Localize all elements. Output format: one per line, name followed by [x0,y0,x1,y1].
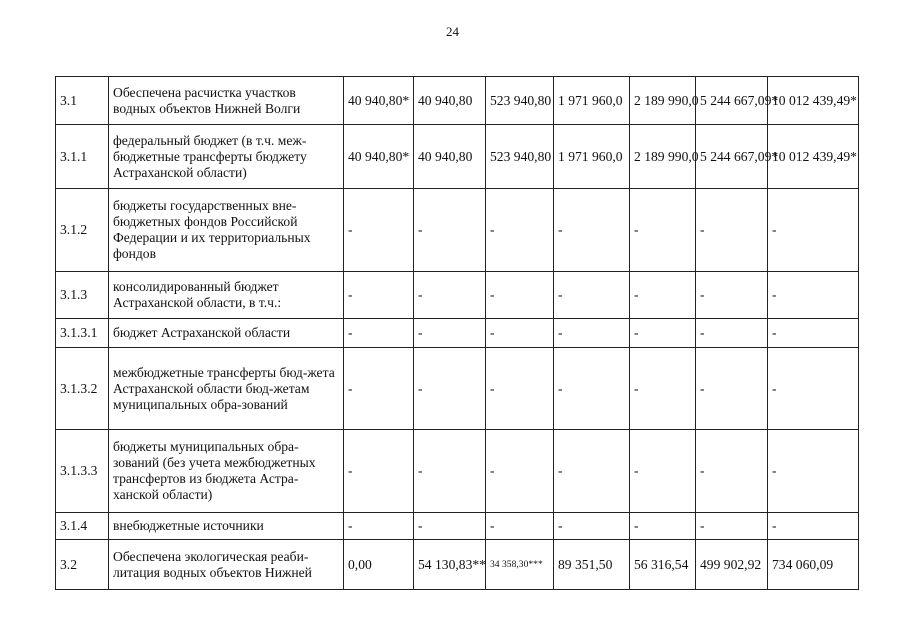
row-value-cell: - [768,348,859,430]
table-row [56,77,859,125]
row-value-cell: - [414,348,486,430]
row-value-cell: 40 940,80 [414,125,486,189]
row-value-cell: - [554,348,630,430]
row-value-cell: - [344,272,414,319]
row-value-cell: - [630,430,696,513]
row-value-cell: - [696,272,768,319]
row-value-cell: - [554,319,630,348]
row-value-cell: 1 971 960,0 [554,125,630,189]
row-code-cell: 3.2 [56,540,109,590]
row-value-cell: - [486,189,554,272]
row-value-cell: - [630,319,696,348]
row-value-cell: - [768,272,859,319]
row-value-cell: 89 351,50 [554,540,630,590]
row-value-cell: - [414,319,486,348]
row-value-cell: - [696,348,768,430]
page-number: 24 [446,24,459,39]
table-row [56,513,859,540]
row-value-cell: - [696,513,768,540]
row-value-cell: - [414,272,486,319]
row-value-cell: - [768,513,859,540]
row-value-cell: - [554,430,630,513]
row-value-cell: 0,00 [344,540,414,590]
row-value-cell: 5 244 667,09* [696,125,768,189]
row-code-cell: 3.1.1 [56,125,109,189]
row-value-cell: - [344,319,414,348]
row-value-cell: 34 358,30*** [486,540,554,590]
row-value-cell: 54 130,83** [414,540,486,590]
row-code-cell: 3.1.3.1 [56,319,109,348]
row-code-cell: 3.1.3.3 [56,430,109,513]
row-value-cell: 40 940,80 [414,77,486,125]
row-description-cell: бюджеты муниципальных обра-зований (без учета межбюджетных трансфертов из бюджета Астра-ханской области) [109,430,344,513]
row-value-cell: - [768,319,859,348]
row-value-cell: 40 940,80* [344,77,414,125]
row-code-cell: 3.1.3 [56,272,109,319]
row-value-cell: - [486,319,554,348]
row-value-cell: - [696,319,768,348]
row-code-cell: 3.1 [56,77,109,125]
row-value-cell: - [486,513,554,540]
row-code-cell: 3.1.3.2 [56,348,109,430]
row-code-cell: 3.1.4 [56,513,109,540]
row-description-cell: бюджеты государственных вне-бюджетных фондов Российской Федерации и их территориальных фондов [109,189,344,272]
row-value-cell: - [630,189,696,272]
row-value-cell: - [486,272,554,319]
row-value-cell: 1 971 960,0 [554,77,630,125]
row-value-cell: - [344,430,414,513]
row-value-cell: 10 012 439,49* [768,77,859,125]
table-row [56,319,859,348]
row-value-cell: - [630,513,696,540]
row-description-cell: Обеспечена экологическая реаби-литация водных объектов Нижней [109,540,344,590]
row-value-cell: 10 012 439,49* [768,125,859,189]
row-description-cell: межбюджетные трансферты бюд-жета Астраханской области бюд-жетам муниципальных обра-зований [109,348,344,430]
row-value-cell: 734 060,09 [768,540,859,590]
table-row [56,125,859,189]
table-row [56,348,859,430]
row-value-cell: - [696,189,768,272]
row-value-cell: - [768,189,859,272]
row-value-cell: - [554,272,630,319]
row-description-cell: внебюджетные источники [109,513,344,540]
row-value-cell: - [554,513,630,540]
row-value-cell: 523 940,80 [486,77,554,125]
row-value-cell: - [630,348,696,430]
row-value-cell: 5 244 667,09* [696,77,768,125]
row-value-cell: - [414,513,486,540]
table-row [56,189,859,272]
row-value-cell: - [414,189,486,272]
row-value-cell: - [344,513,414,540]
row-description-cell: бюджет Астраханской области [109,319,344,348]
budget-table [55,76,859,590]
table-row [56,272,859,319]
row-value-cell: 40 940,80* [344,125,414,189]
table-row [56,540,859,590]
row-value-cell: 2 189 990,0 [630,77,696,125]
row-value-cell: - [696,430,768,513]
row-value-cell: - [486,430,554,513]
row-value-cell: - [768,430,859,513]
row-value-cell: - [344,348,414,430]
row-description-cell: федеральный бюджет (в т.ч. меж-бюджетные трансферты бюджету Астраханской области) [109,125,344,189]
row-value-cell: - [414,430,486,513]
table-row [56,430,859,513]
row-value-cell: - [486,348,554,430]
row-value-cell: - [554,189,630,272]
row-value-cell: 56 316,54 [630,540,696,590]
row-code-cell: 3.1.2 [56,189,109,272]
row-value-cell: 523 940,80 [486,125,554,189]
row-value-cell: 2 189 990,0 [630,125,696,189]
row-value-cell: 499 902,92 [696,540,768,590]
row-description-cell: консолидированный бюджет Астраханской области, в т.ч.: [109,272,344,319]
row-description-cell: Обеспечена расчистка участков водных объектов Нижней Волги [109,77,344,125]
row-value-cell: - [630,272,696,319]
row-value-cell: - [344,189,414,272]
